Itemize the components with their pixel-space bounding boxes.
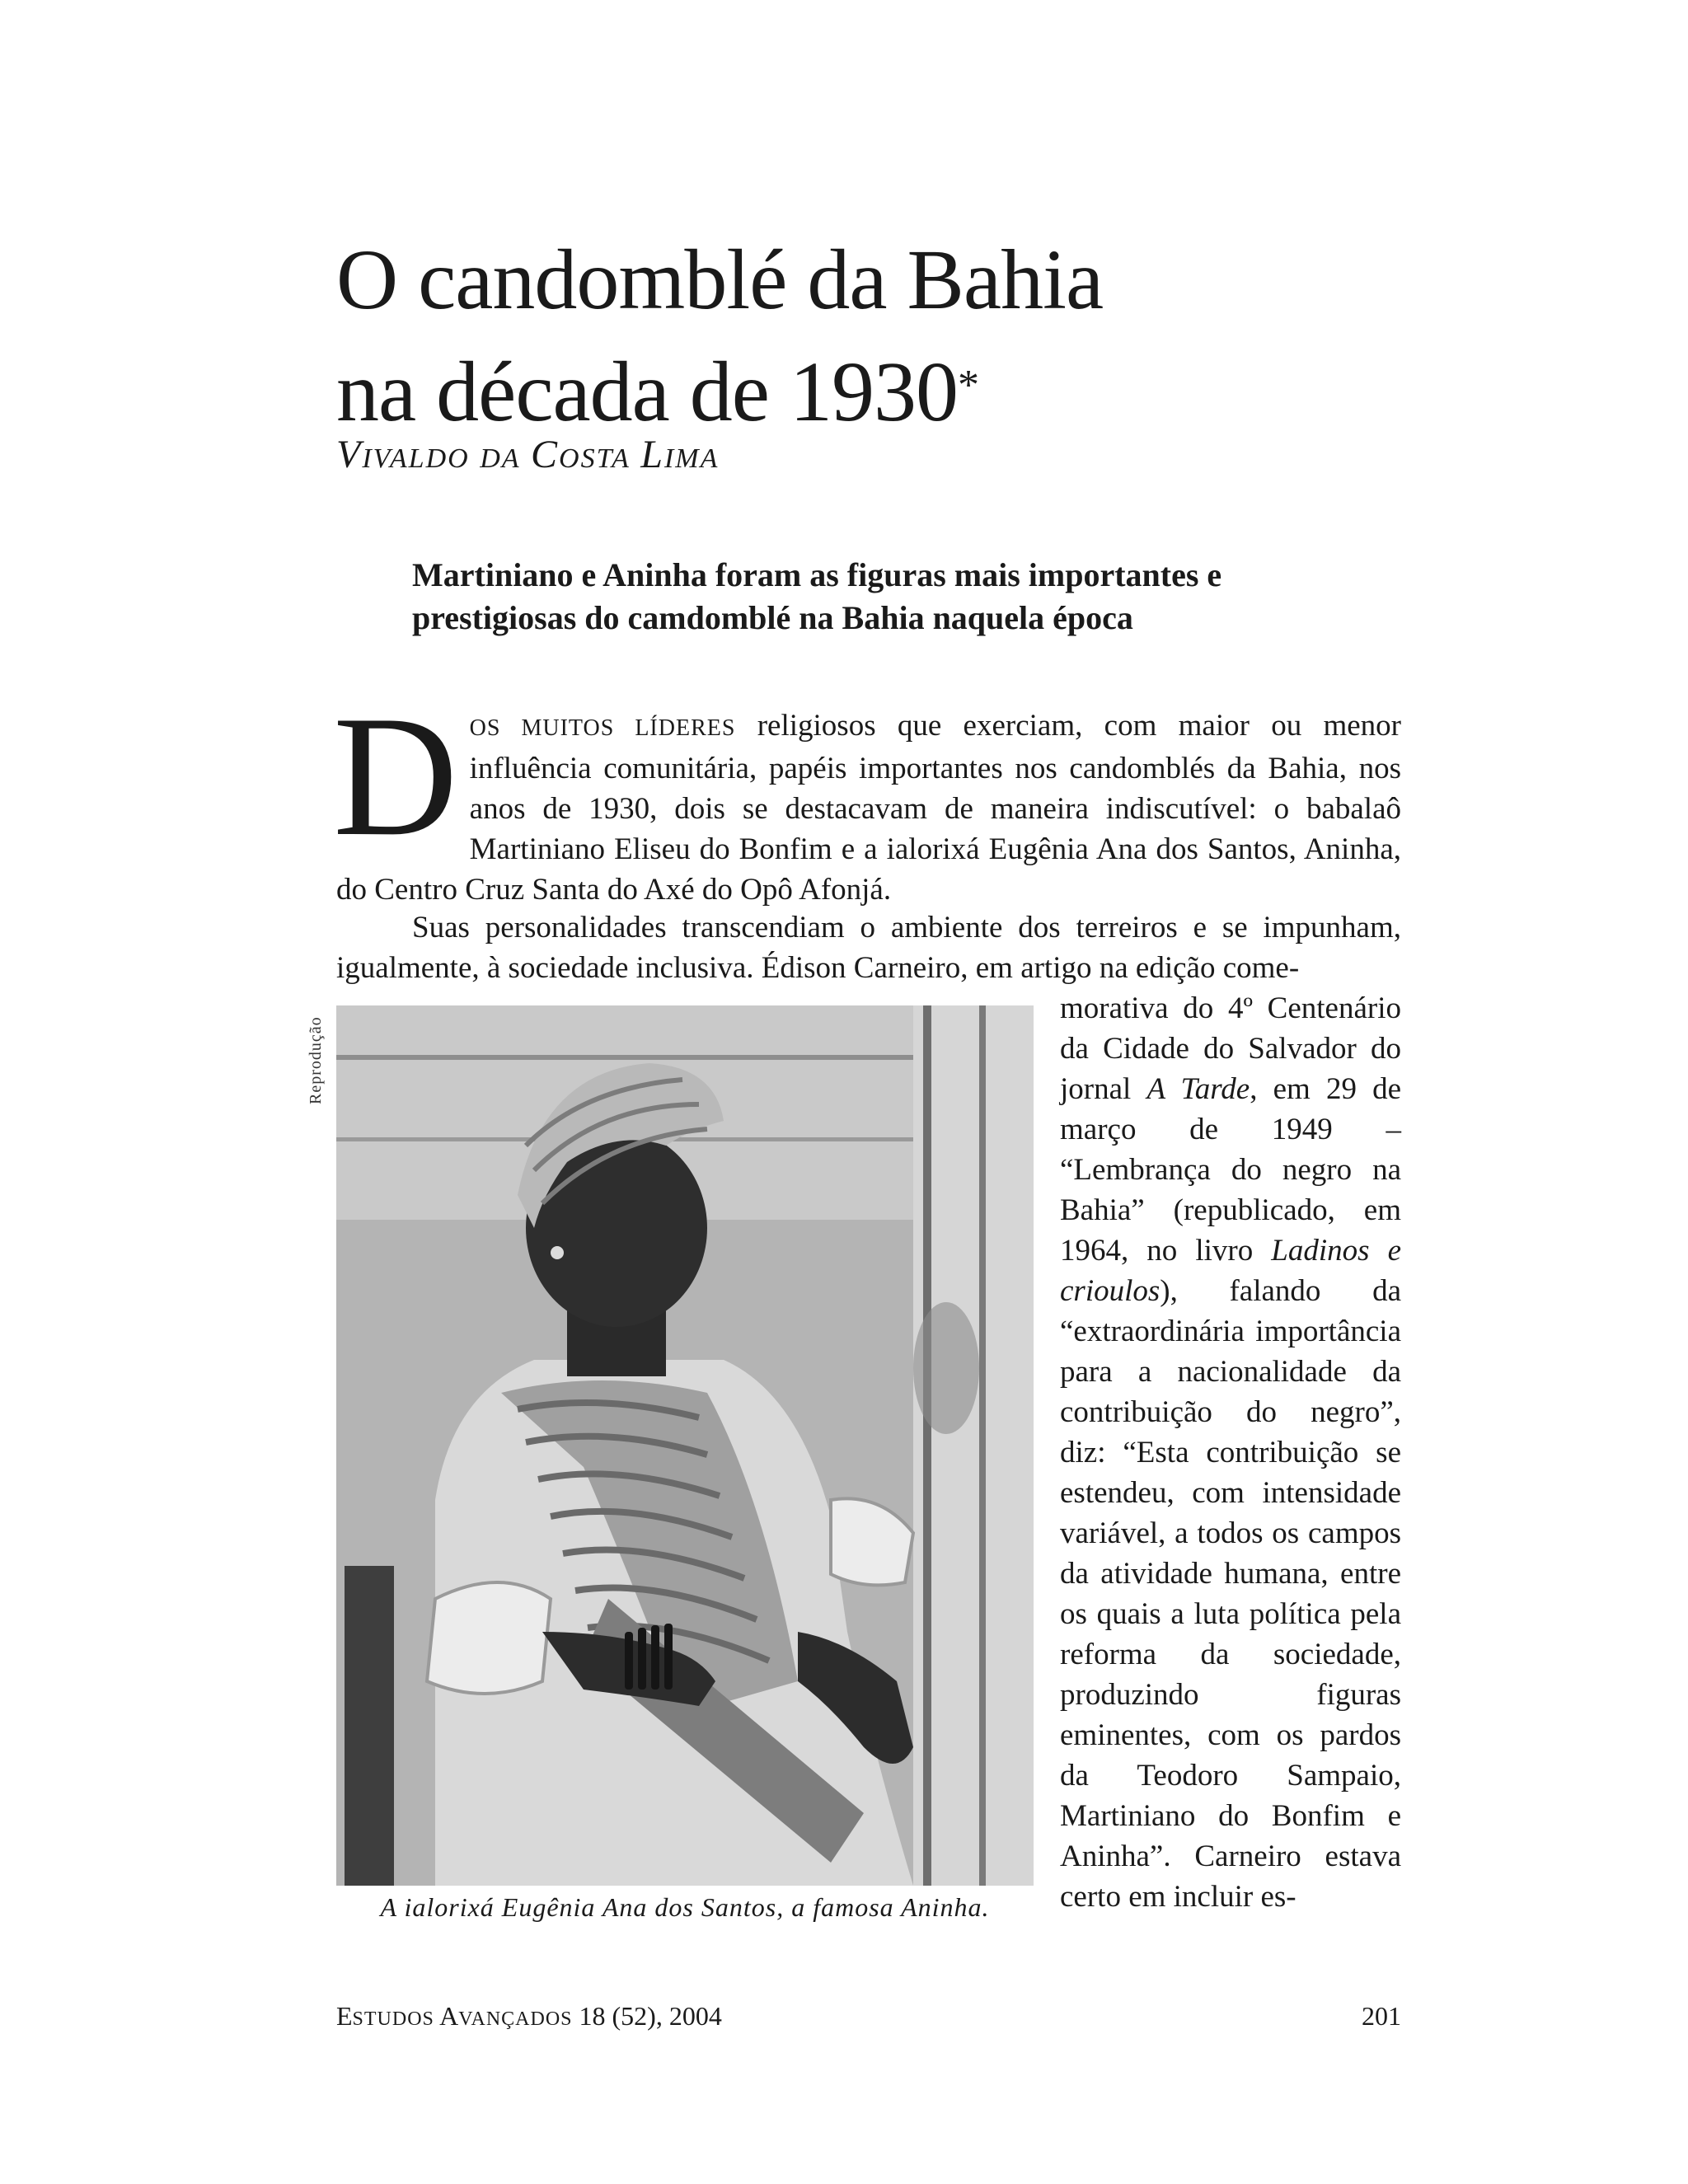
journal-initial-a: A: [439, 2001, 459, 2031]
portrait-illustration: [336, 1005, 1034, 1886]
author-part-osta: OSTA: [559, 443, 631, 474]
col-italic-book: Ladinos e crioulos: [1060, 1234, 1401, 1308]
drop-cap: D: [333, 681, 458, 872]
title-line-1: O candomblé da Bahia: [336, 232, 1104, 327]
portrait-photo: [336, 1005, 1034, 1886]
photo-credit: Reprodução: [307, 1016, 325, 1104]
photo-caption: A ialorixá Eugênia Ana dos Santos, a famosa Aninha.: [380, 1892, 990, 1922]
article-deck: Martiniano e Aninha foram as figuras mais importantes e prestigiosas do camdomblé na Bahia naquela época: [412, 556, 1222, 636]
author-part-ivaldo: IVALDO: [362, 443, 470, 474]
page-number: 201: [1362, 2001, 1401, 2031]
journal-part-studos: STUDOS: [352, 2008, 434, 2030]
col-text-a: morativa do 4º Centenário da Cidade do Salvador do jornal: [1060, 991, 1401, 1106]
journal-issue: 18 (52), 2004: [579, 2001, 722, 2031]
paragraph-1: [333, 681, 1401, 910]
author-initial-c: C: [531, 433, 560, 476]
journal-part-vancados: VANÇADOS: [458, 2008, 573, 2030]
title-line-2: na década de 1930: [336, 344, 958, 439]
author-initial-l: L: [640, 433, 664, 476]
footer-journal: [336, 2001, 722, 2032]
right-column-text: [1060, 988, 1401, 1917]
article-title: [336, 224, 1325, 448]
title-footnote-mark: *: [957, 362, 978, 409]
author-name: [336, 432, 719, 477]
paragraph-1-text: religiosos que exerciam, com maior ou menor influência comunitária, papéis importantes nos candomblés da Bahia, nos anos de 1930, dois se destacavam de maneira indiscutível: o babalaô Martiniano Eliseu do Bonfim e a ialorixá Eugênia Ana dos Santos, Aninha, do Centro Cruz Santa do Axé do Opô Afonjá.: [336, 709, 1401, 907]
col-text-b: , em 29 de março de 1949 – “Lembrança do negro na Bahia” (republicado, em 1964, no livro: [1060, 1072, 1402, 1268]
paragraph-2: Suas personalidades transcendiam o ambiente dos terreiros e se impunham, igualmente, à sociedade inclusiva. Édison Carneiro, em artigo na edição come-: [336, 911, 1401, 985]
col-italic-newspaper: A Tarde: [1146, 1072, 1250, 1106]
lead-smallcaps: OS MUITOS LÍDERES: [469, 715, 736, 741]
right-column-paragraph: [1060, 988, 1401, 1917]
col-text-c: ), falando da “extraordinária importância para a nacionalidade da contribuição do negro”, diz: “Esta contribuição se estendeu, com intensidade variável, a todos os campos da atividade humana, entre os quais a luta política pela reforma da sociedade, produzindo figuras eminentes, com os pardos da Teodoro Sampaio, Martiniano do Bonfim e Aninha”. Carneiro estava certo em incluir es-: [1060, 1274, 1401, 1914]
author-part-ima: IMA: [663, 443, 720, 474]
journal-initial-e: E: [336, 2001, 353, 2031]
author-part-da: DA: [480, 443, 521, 474]
author-initial-v: V: [336, 433, 363, 476]
